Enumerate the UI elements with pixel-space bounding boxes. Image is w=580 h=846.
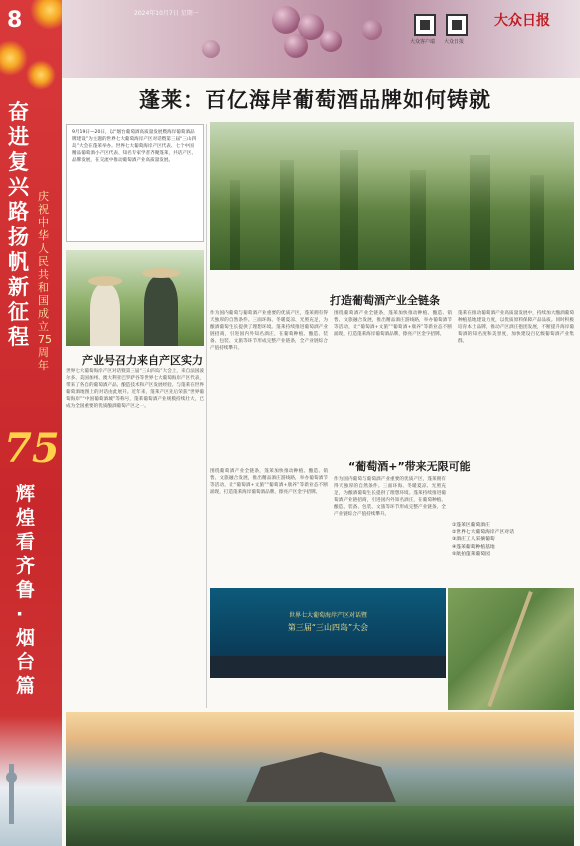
column-divider — [206, 124, 207, 708]
dateline: 2024年10月7日 星期一 — [134, 10, 199, 17]
grape-icon — [362, 20, 382, 40]
vine-row — [470, 155, 490, 270]
body-column: 作为国内葡萄与葡萄酒产业重要的优质产区，蓬莱拥有得天独厚的自然条件。三面环海、冬暖夏凉、光照充足，为酿酒葡萄生长提供了理想环境。蓬莱持续推进葡萄酒产业链招商，引进国内外知名酒庄，在葡萄种植、酿造、装备、包装、文旅等环节形成完整产业链条，全产业链综合产值持续攀升。 — [210, 311, 328, 352]
firework-icon — [30, 0, 62, 30]
qr-left-label: 大众客户端 — [410, 39, 436, 45]
tv-tower-icon — [9, 764, 14, 824]
section-title: 打造葡萄酒产业全链条 — [330, 294, 440, 307]
vine-row — [230, 180, 240, 270]
stage-banner-line: 第三届“三山四岛”大会 — [287, 623, 369, 632]
credit-line: ⑤航拍蓬莱葡萄园 — [452, 551, 490, 557]
slogan-sub: 庆祝中华人民共和国成立75周年 — [38, 190, 52, 372]
body-column: 蓬莱在推动葡萄酒产业高质量发展中，持续加大酿酒葡萄种植基地建设力度，以优质原料保障产品品质。同时积极培育本土品牌，推动产区酒庄抱团发展，不断提升海岸葡萄酒的知名度和美誉度，加快建设百亿级葡萄酒产业集群。 — [458, 311, 574, 345]
road — [487, 591, 532, 707]
vine-row — [410, 170, 426, 270]
qr-code-icon — [414, 14, 436, 36]
credit-line: ②世界七大葡萄海岸产区对话 — [452, 530, 514, 536]
credit-line: ③酒庄工人采摘葡萄 — [452, 537, 495, 543]
page-number: 8 — [7, 8, 23, 33]
header-banner — [62, 0, 580, 78]
vine-row — [340, 150, 358, 270]
body-column: 世界七大葡萄海岸产区对话暨第三届“三山四岛”大会上，来自法国波尔多、美国加州、澳大利亚巴罗萨谷等世界七大葡萄海岸产区代表，带来了各自的葡萄酒产品、酿造技术和产区发展经验。与蓬莱在世界葡萄酒地图上的对话由此展开。近年来，蓬莱产区先后荣获“世界葡萄海岸”“中国葡萄酒城”等称号，蓬莱葡萄酒产业规模持续壮大，已成为全国重要的优质酿酒葡萄产区之一。 — [66, 369, 204, 410]
firework-icon — [0, 40, 28, 76]
worker-figure — [144, 276, 178, 346]
stage-floor — [210, 656, 446, 678]
sidebar-banner — [0, 0, 62, 846]
photo-credits — [452, 522, 570, 558]
paper-logo: 大众日报 — [494, 13, 550, 29]
body-column: 作为国内葡萄与葡萄酒产业重要的优质产区，蓬莱拥有得天独厚的自然条件。三面环海、冬暖夏凉、光照充足，为酿酒葡萄生长提供了理想环境。蓬莱持续推进葡萄酒产业链招商，引进国内外知名酒庄，在葡萄种植、酿造、装备、包装、文旅等环节形成完整产业链条，全产业链综合产值持续攀升。 — [334, 477, 446, 518]
straw-hat-icon — [88, 276, 122, 286]
slogan-main: 奋进复兴路 扬帆新征程 — [8, 100, 29, 349]
aerial-vineyard-photo — [448, 588, 574, 710]
intro-box: 9月19日—20日，以“烟台葡萄酒高质量发展暨海岸葡萄酒品牌建设”为主题的世界七大葡萄海岸产区对话暨第三届“三山四岛”大会在蓬莱举办。世界七大葡萄海岸产区代表、七个中国精品葡萄酒小产区代表、知名专家学者齐聚蓬莱，共话产区、品牌发展，在交流中推动葡萄酒产业高质量发展。 — [66, 124, 204, 242]
grape-icon — [320, 30, 342, 52]
section-title: “葡萄酒+”带来无限可能 — [348, 460, 471, 473]
forum-stage-photo — [210, 588, 446, 678]
straw-hat-icon — [142, 268, 180, 278]
vineyard-photo — [210, 122, 574, 270]
winery-building — [246, 752, 396, 802]
winery-panorama-photo — [66, 712, 574, 846]
section-title: 产业号召力来自产区实力 — [82, 354, 203, 367]
body-column: 围绕葡萄酒产业全链条，蓬莱加快推动种植、酿造、销售、文旅融合发展，推出精品酒庄游线路，举办葡萄酒节等活动，让“葡萄酒+文旅”“葡萄酒+康养”等新业态不断涌现，打造蓬莱海岸葡萄酒品牌，擦亮产区金字招牌。 — [210, 469, 328, 496]
vineyard-foreground — [66, 806, 574, 846]
grape-icon — [272, 6, 300, 34]
stage-banner-line: 世界七大葡萄海岸产区对话暨 — [288, 612, 367, 619]
slogan-bottom: 辉煌看齐鲁·烟台篇 — [16, 483, 36, 697]
vine-row — [530, 175, 544, 270]
workers-photo — [66, 250, 204, 346]
credit-line: ①蓬莱区葡萄酒庄 — [452, 523, 490, 528]
firework-icon — [26, 60, 56, 90]
worker-figure — [90, 284, 120, 346]
vine-row — [280, 160, 294, 270]
body-column: 围绕葡萄酒产业全链条，蓬莱加快推动种植、酿造、销售、文旅融合发展，推出精品酒庄游线路，举办葡萄酒节等活动，让“葡萄酒+文旅”“葡萄酒+康养”等新业态不断涌现，打造蓬莱海岸葡萄酒品牌，擦亮产区金字招牌。 — [334, 311, 452, 338]
page-headline: 蓬莱：百亿海岸葡萄酒品牌如何铸就 — [139, 88, 491, 112]
grape-icon — [284, 34, 308, 58]
qr-right-label: 大众日报 — [444, 39, 465, 45]
qr-code-icon — [446, 14, 468, 36]
grape-icon — [202, 40, 220, 58]
credit-line: ④蓬莱葡萄种植基地 — [452, 544, 495, 550]
anniversary-number: 75 — [4, 425, 60, 472]
